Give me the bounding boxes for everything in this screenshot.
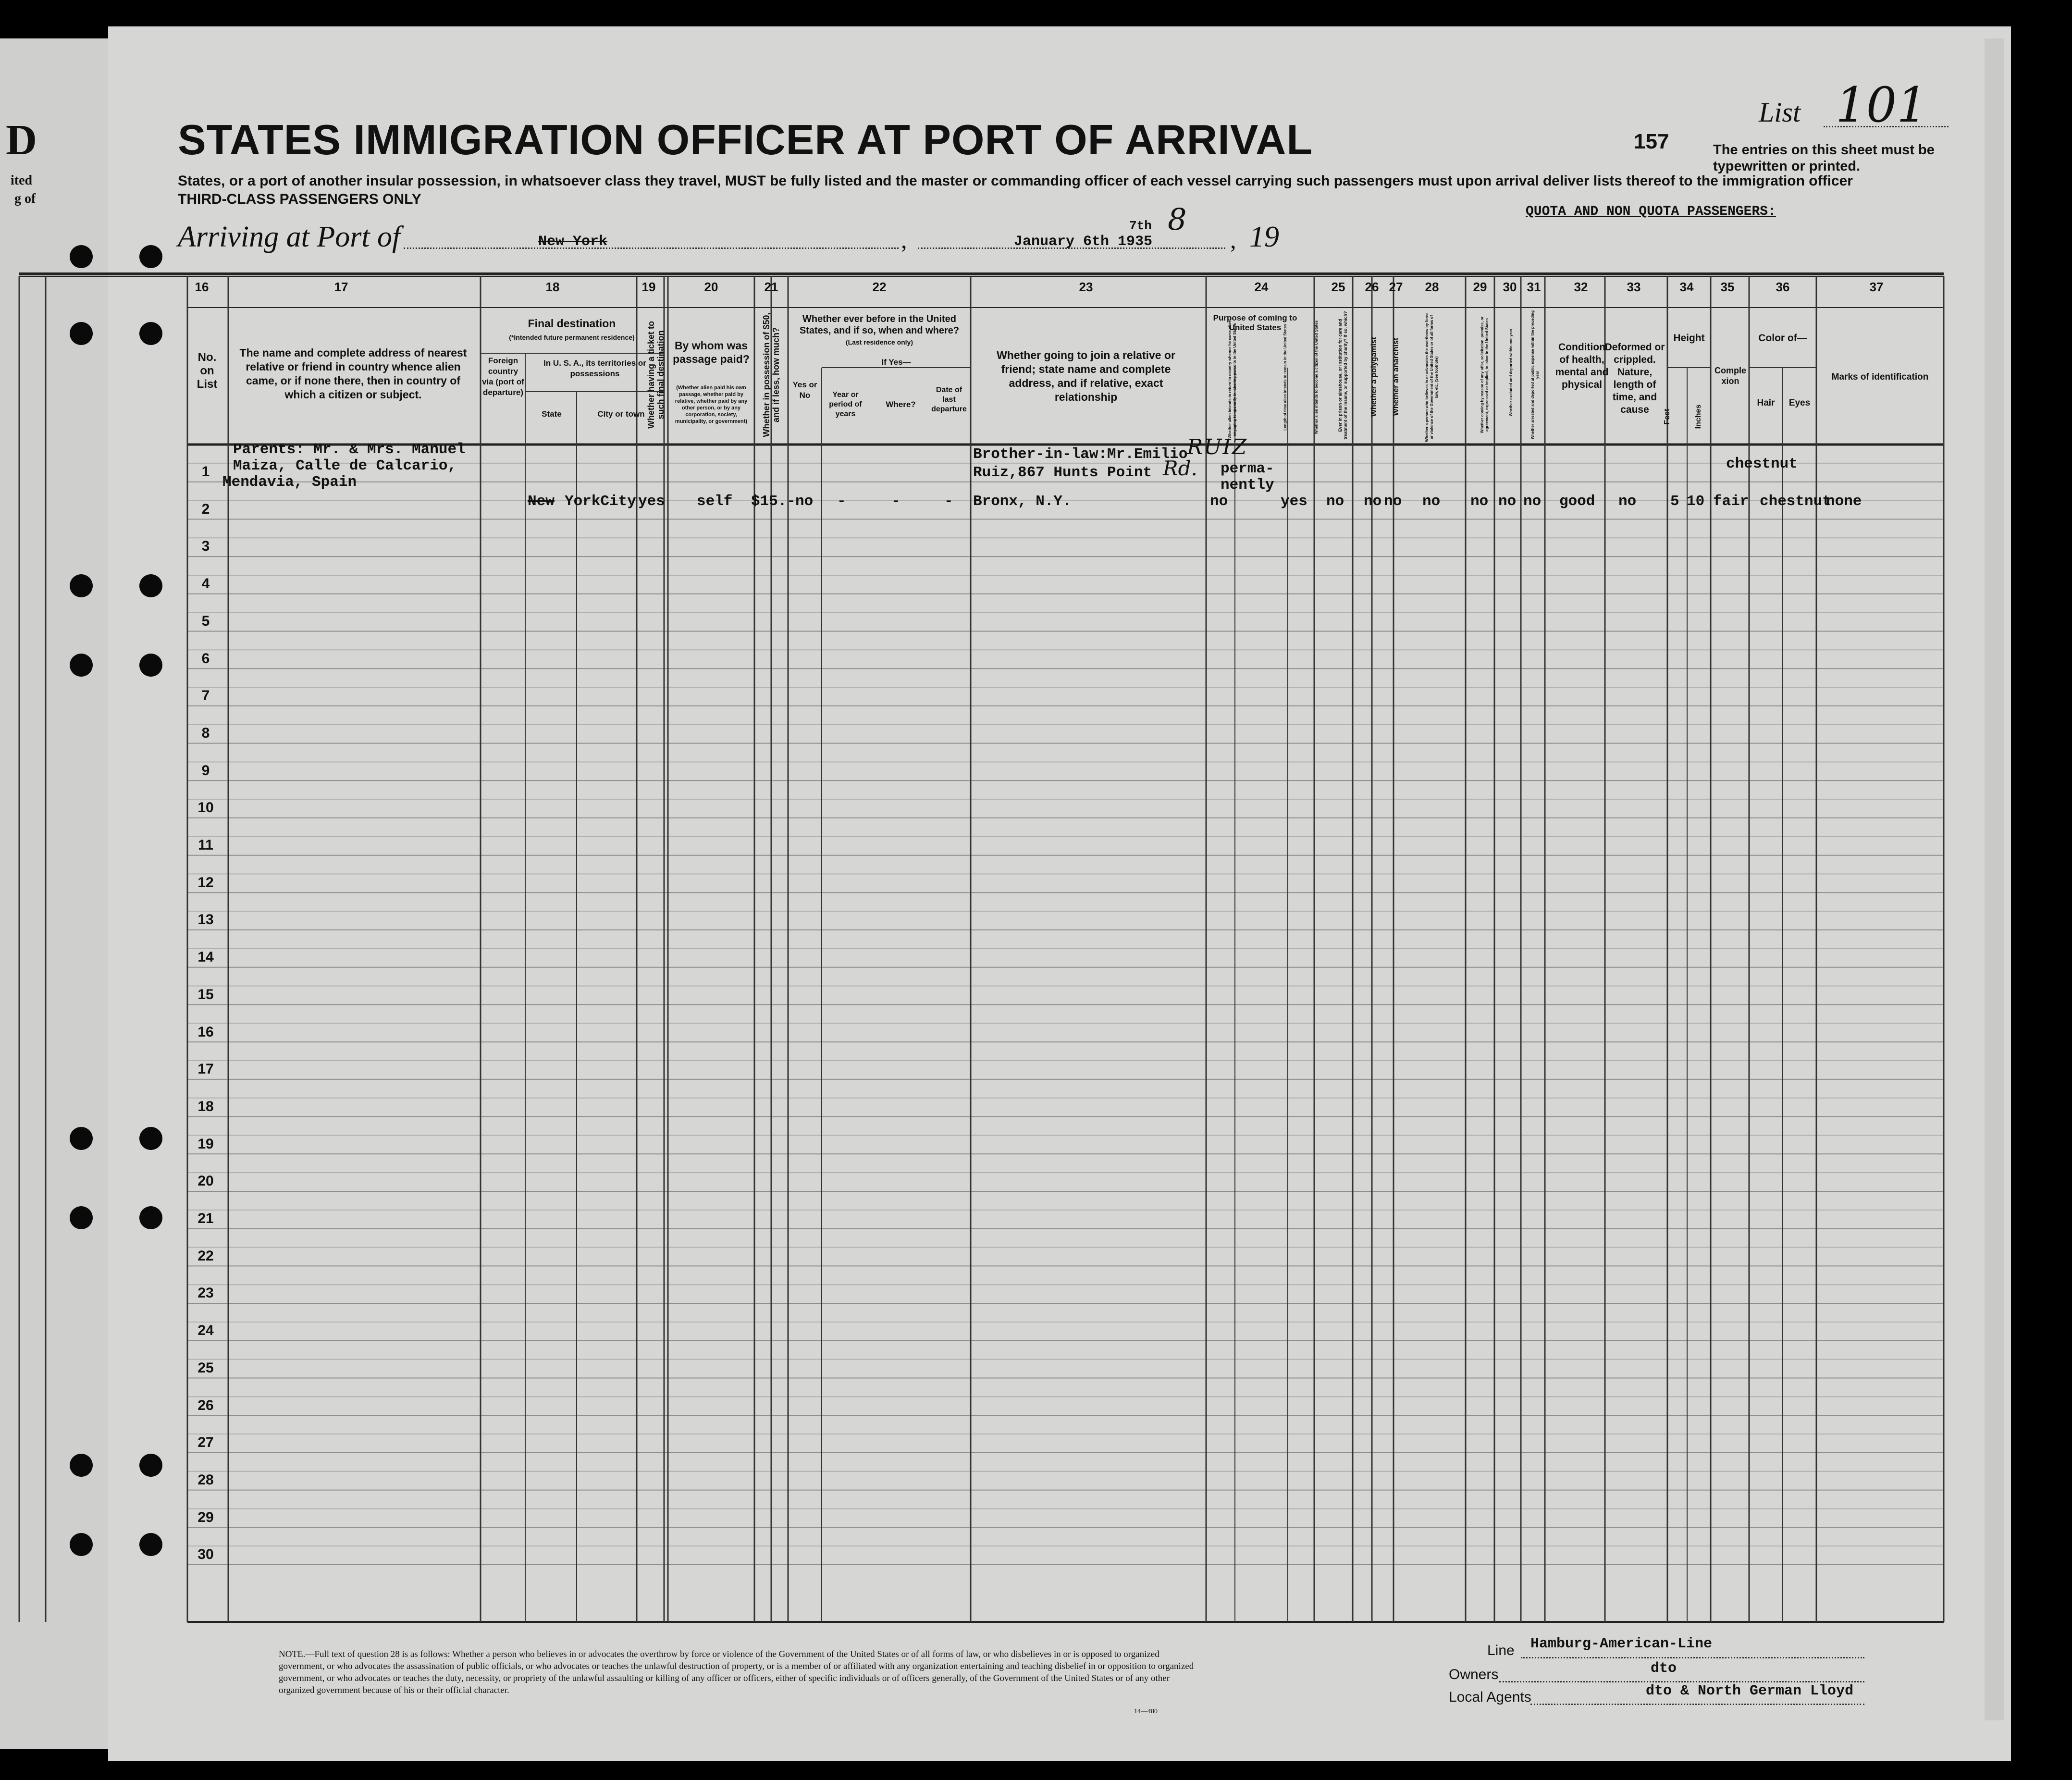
header-money: Whether in possession of $50, and if less, how much? (762, 312, 781, 437)
row-number: 25 (197, 1360, 214, 1376)
row-number: 20 (197, 1173, 214, 1189)
instruction-line: States, or a port of another insular possession, in whatsoever class they travel, MUST be fully listed and the master or commanding officer of each vessel carrying such passengers must upon arrival deliver lists thereof to the immigration officer (178, 173, 1853, 189)
header-foreign-country: Foreign country via (port of departure) (482, 356, 524, 397)
row-number: 19 (197, 1136, 214, 1152)
entry-c25: no (1326, 493, 1344, 510)
entry-deformed: no (1618, 493, 1637, 510)
col-num-27: 27 (1389, 280, 1403, 294)
header-deformed: Deformed or crippled. Nature, length of time, and cause (1604, 342, 1665, 415)
entry-purpose-b-2: nently (1221, 477, 1274, 494)
row-number: 16 (197, 1024, 214, 1040)
header-if-yes: If Yes— (881, 358, 911, 367)
owners-dotted-line (1499, 1681, 1864, 1682)
row-number: 29 (197, 1509, 214, 1525)
entry-join-hand-rd: Rd. (1163, 457, 1197, 480)
list-label: List (1759, 97, 1801, 128)
quota-note: QUOTA AND NON QUOTA PASSENGERS: (1526, 204, 1776, 219)
line-value: Hamburg-American-Line (1530, 1636, 1713, 1652)
header-date-departure: Date of last departure (931, 386, 967, 413)
header-years: Year or period of years (829, 391, 862, 418)
header-purpose-b: Length of time alien intends to remain in the United States (1283, 324, 1287, 431)
col-num-31: 31 (1527, 280, 1541, 294)
col-num-32: 32 (1574, 280, 1588, 294)
agents-dotted-line (1530, 1704, 1864, 1705)
date-value: January 6th 1935 (1014, 234, 1153, 250)
year-prefix: 19 (1249, 221, 1279, 253)
col-num-26: 26 (1365, 280, 1379, 294)
port-value: New York (538, 234, 608, 250)
entry-c30: no (1498, 493, 1517, 510)
stub-fragment-2: g of (14, 191, 36, 206)
header-overthrow: Whether a person who believes in or advocates the overthrow by force or violence of the Government of the United States or of all forms of law, etc. (See footnote) (1425, 312, 1439, 442)
entry-inches: 10 (1687, 493, 1705, 510)
header-feet: Feet (1663, 408, 1671, 425)
header-join-relative: Whether going to join a relative or friend; state name and complete address, and if relative, exact relationship (997, 349, 1175, 403)
date-correction-typed: 7th (1129, 219, 1152, 233)
entry-purpose-a: no (1210, 493, 1228, 510)
col-num-22: 22 (872, 280, 887, 294)
header-purpose: Purpose of coming to United States (1213, 313, 1297, 332)
header-polygamist: Whether a polygamist (1370, 336, 1378, 417)
entry-hair-top: chestnut (1726, 456, 1798, 472)
entry-c27: no (1384, 493, 1402, 510)
header-inches: Inches (1694, 404, 1702, 429)
col-num-28: 28 (1425, 280, 1439, 294)
header-arrested: Whether arrested and deported at public expense within the preceding year (1530, 310, 1540, 440)
header-final-destination: Final destination (528, 317, 616, 330)
header-prison: Ever in prison or almshouse, or institution for care and treatment of the insane, or supported by charity? If so, which? (1338, 311, 1348, 440)
arriving-label: Arriving at Port of (178, 221, 401, 253)
row-number: 30 (197, 1546, 214, 1563)
header-city: City or town (597, 409, 645, 419)
row-number: 18 (197, 1098, 214, 1114)
entry-marks: none (1826, 493, 1862, 510)
col-num-19: 19 (641, 280, 656, 294)
col-num-34: 34 (1679, 280, 1694, 294)
header-relative-address: The name and complete address of nearest relative or friend in country whence alien came, or if none there, then in country of which a citizen or subject. (239, 346, 467, 401)
col-num-25: 25 (1331, 280, 1345, 294)
header-where: Where? (886, 400, 916, 409)
entry-c26: no (1364, 493, 1382, 510)
owners-label: Owners (1449, 1667, 1499, 1682)
date-correction-hand: 8 (1168, 202, 1187, 237)
header-color-of: Color of— (1758, 333, 1807, 344)
header-ever-before: Whether ever before in the United States, and if so, when and where? (799, 314, 960, 336)
row-number: 14 (197, 949, 214, 965)
entry-join-hand-name: RUIZ (1187, 435, 1248, 459)
entry-relative-line-2: Maiza, Calle de Calcario, (233, 457, 457, 474)
header-passage-paid: By whom was passage paid? (673, 339, 750, 365)
stub-fragment-1: ited (11, 173, 33, 188)
row-number: 13 (197, 912, 214, 928)
entry-purpose-c: yes (1281, 493, 1307, 510)
entry-hair-eyes: chestnut (1760, 493, 1831, 510)
entry-c28: no (1422, 493, 1441, 510)
footnote-28: NOTE.—Full text of question 28 is as follows: Whether a person who believes in or advocates the overthrow by force or violence of the Government of the United States or of all forms of law, or who disbelieves in or is opposed to organized government, or who advocates the assassination of public officials, or who advocates or teaches the unlawful destruction of property, or is a member of or affiliated with any organization entertaining and teaching disbelief in or opposition to organized government, or who advocates or teaches the duty, necessity, or propriety of the unlawful assaulting or killing of any officer or officers, either of specific individuals or of officers generally, of the Government of the United States or of any other organized government because of his or their official character. (279, 1649, 1194, 1695)
row-number: 10 (197, 800, 214, 816)
line-label: Line (1487, 1643, 1515, 1658)
entry-ticket: yes (638, 493, 665, 510)
col-num-36: 36 (1776, 280, 1790, 294)
header-offer-labor: Whether coming by reason of any offer, solicitation, promise, or agreement, expressed or implied, to labor in the United States (1480, 316, 1489, 433)
entry-paid-by: self (697, 493, 733, 510)
row-number: 22 (197, 1248, 214, 1264)
header-yes-no: Yes or No (792, 380, 817, 400)
row-number: 9 (201, 762, 210, 779)
col-num-20: 20 (704, 280, 718, 294)
header-complexion: Complexion (1714, 366, 1746, 386)
form-number: 14—480 (1134, 1708, 1158, 1715)
agents-label: Local Agents (1449, 1689, 1531, 1705)
row-number: 12 (197, 874, 214, 890)
header-health: Condition of health, mental and physical (1555, 342, 1609, 390)
owners-value: dto (1651, 1660, 1677, 1677)
col-num-24: 24 (1254, 280, 1269, 294)
entry-state: New (528, 493, 555, 510)
header-ever-before-sub: (Last residence only) (845, 338, 913, 346)
col-num-30: 30 (1503, 280, 1517, 294)
header-ticket: Whether having a ticket to such final destination (646, 321, 666, 429)
row-number: 1 (201, 464, 210, 480)
entry-c31: no (1523, 493, 1542, 510)
header-anarchist: Whether an anarchist (1392, 337, 1400, 416)
col-num-21: 21 (764, 280, 778, 294)
entry-relative-line-3: Mendavia, Spain (222, 474, 357, 491)
col-num-18: 18 (545, 280, 560, 294)
form-title: STATES IMMIGRATION OFFICER AT PORT OF ARRIVAL (178, 116, 1313, 163)
line-dotted-line (1521, 1657, 1864, 1658)
sheet-number: 157 (1634, 130, 1669, 153)
entry-c29: no (1470, 493, 1489, 510)
entry-feet: 5 (1670, 493, 1679, 510)
row-number: 17 (197, 1061, 214, 1077)
row-number: 4 (201, 576, 210, 592)
entry-relative-line-1: Parents: Mr. & Mrs. Manuel (233, 441, 466, 458)
row-number: 11 (198, 837, 213, 853)
header-height: Height (1673, 333, 1705, 344)
col-num-29: 29 (1473, 280, 1487, 294)
header-final-destination-sub: (*Intended future permanent residence) (509, 334, 635, 341)
col-num-23: 23 (1079, 280, 1093, 294)
entry-city: YorkCity (565, 493, 636, 510)
col-num-35: 35 (1720, 280, 1735, 294)
typewritten-note: The entries on this sheet must be typewritten or printed. (1713, 142, 1935, 174)
row-number: 26 (197, 1397, 214, 1413)
header-excluded: Whether excluded and deported within one year (1509, 328, 1513, 417)
row-number: 2 (201, 501, 210, 517)
row-number: 8 (201, 725, 210, 741)
header-state: State (542, 409, 562, 419)
row-number: 28 (197, 1471, 214, 1488)
row-number: 6 (201, 650, 210, 667)
comma: , (901, 226, 907, 253)
header-hair: Hair (1757, 398, 1775, 408)
entry-years: - (837, 493, 846, 510)
header-purpose-c: Whether alien intends to become a citizen of the United States (1314, 320, 1319, 434)
entry-health: good (1559, 493, 1595, 510)
row-number: 21 (197, 1211, 214, 1226)
header-passage-paid-sub: (Whether alien paid his own passage, whether paid by relative, whether paid by any other person, or by any corporation, society, municipality, or government) (675, 385, 748, 424)
col-num-37: 37 (1869, 280, 1884, 294)
row-number: 7 (201, 688, 210, 704)
entry-join-line-2: Ruiz,867 Hunts Point (973, 464, 1152, 481)
agents-value: dto & North German Lloyd (1646, 1683, 1854, 1699)
header-purpose-a: Whether alien intends to return to country whence he came after engaging temporarily in laboring pursuits in the United States (1228, 321, 1237, 439)
entry-where: - (891, 493, 900, 510)
header-eyes: Eyes (1788, 398, 1811, 408)
entry-date-departure: - (944, 493, 953, 510)
row-number: 3 (201, 538, 210, 555)
entry-money: $15.- (751, 493, 796, 510)
row-number: 5 (201, 613, 210, 629)
col-num-33: 33 (1627, 280, 1641, 294)
col-num-17: 17 (334, 280, 348, 294)
entry-ever-before: no (795, 493, 814, 510)
header-marks: Marks of identification (1831, 372, 1929, 382)
header-no-on-list: No. on List (197, 351, 218, 391)
entry-join-line-1: Brother-in-law:Mr.Emilio (973, 446, 1188, 463)
row-number: 15 (197, 986, 214, 1002)
row-number: 24 (197, 1323, 214, 1339)
header-in-usa: In U. S. A., its territories or possessions (543, 358, 646, 378)
entry-complexion: fair (1713, 493, 1749, 510)
comma: , (1230, 226, 1236, 253)
stub-letter: D (6, 116, 37, 164)
entry-join-line-3: Bronx, N.Y. (973, 493, 1072, 510)
row-number: 23 (197, 1285, 214, 1301)
list-number: 101 (1836, 77, 1927, 133)
col-num-16: 16 (195, 280, 209, 294)
entry-purpose-b-1: perma- (1221, 460, 1274, 477)
class-line: THIRD-CLASS PASSENGERS ONLY (178, 191, 421, 207)
row-number: 27 (197, 1434, 214, 1451)
